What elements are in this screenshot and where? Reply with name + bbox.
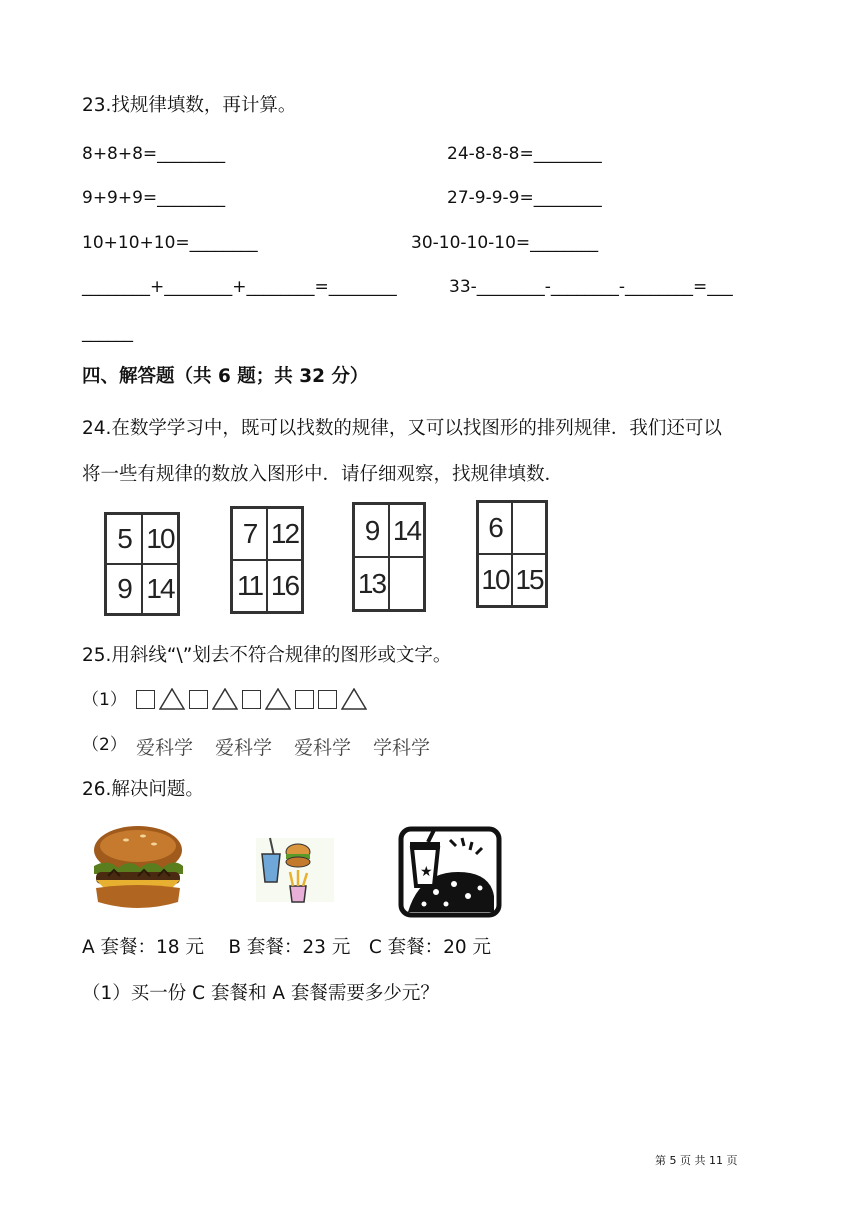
triangle-shape xyxy=(265,688,291,710)
number-grid-1 xyxy=(104,512,180,616)
svg-text:★: ★ xyxy=(420,864,433,880)
number-grid-4 xyxy=(476,500,548,608)
triangle-shape xyxy=(212,688,238,710)
q23-row2-left: 9+9+9=________ xyxy=(82,188,226,208)
drink-burger-fries-picture xyxy=(250,834,334,906)
word-sequence xyxy=(136,733,430,760)
square-shape xyxy=(318,690,337,709)
triangle-shape xyxy=(341,688,367,710)
number-grid-2 xyxy=(230,506,304,614)
word-item: 爱科学 xyxy=(215,737,273,759)
q23-row4-continuation: ______ xyxy=(82,323,133,343)
q23-title: 23.找规律填数，再计算。 xyxy=(82,95,297,116)
q24-text-line2: 将一些有规律的数放入图形中．请仔细观察，找规律填数． xyxy=(82,464,564,485)
grid-cell: 11 xyxy=(232,560,267,612)
grid-cell: 14 xyxy=(142,564,178,614)
square-shape xyxy=(295,690,314,709)
square-shape xyxy=(136,690,155,709)
q23-row1-right: 24-8-8-8=________ xyxy=(447,144,602,164)
grid-cell xyxy=(512,502,546,554)
q23-row1-left: 8+8+8=________ xyxy=(82,144,226,164)
q26-prices: A 套餐：18 元 B 套餐：23 元 C 套餐：20 元 xyxy=(82,937,492,958)
word-item: 学科学 xyxy=(373,737,431,759)
grid-cell: 9 xyxy=(106,564,142,614)
word-item: 爱科学 xyxy=(136,737,194,759)
hamburger-picture xyxy=(88,822,188,914)
grid-cell: 10 xyxy=(478,554,512,606)
grid-cell: 10 xyxy=(142,514,178,564)
square-shape xyxy=(242,690,261,709)
q25-title: 25.用斜线“\”划去不符合规律的图形或文字。 xyxy=(82,645,452,666)
grid-cell: 9 xyxy=(354,504,389,557)
drink-pizza-icon xyxy=(398,826,502,918)
q23-row3-right: 30-10-10-10=________ xyxy=(411,233,599,253)
grid-cell: 6 xyxy=(478,502,512,554)
triangle-shape xyxy=(159,688,185,710)
section-heading: 四、解答题（共 6 题；共 32 分） xyxy=(82,366,369,387)
q26-title: 26.解决问题。 xyxy=(82,779,204,800)
q25-part1-label: （1） xyxy=(82,690,127,710)
shape-sequence xyxy=(136,688,367,710)
q25-part2-label: （2） xyxy=(82,735,127,755)
grid-cell: 14 xyxy=(389,504,424,557)
word-item: 爱科学 xyxy=(294,737,352,759)
grid-cell: 12 xyxy=(267,508,302,560)
square-shape xyxy=(189,690,208,709)
grid-cell: 13 xyxy=(354,557,389,610)
grid-cell: 15 xyxy=(512,554,546,606)
q23-row4-left: ________+________+________=________ xyxy=(82,277,397,297)
q26-sub1: （1）买一份 C 套餐和 A 套餐需要多少元？ xyxy=(82,983,439,1004)
grid-cell: 7 xyxy=(232,508,267,560)
grid-cell: 5 xyxy=(106,514,142,564)
page-footer: 第 5 页 共 11 页 xyxy=(655,1154,738,1167)
number-grid-3 xyxy=(352,502,426,612)
grid-cell xyxy=(389,557,424,610)
q23-row2-right: 27-9-9-9=________ xyxy=(447,188,602,208)
q24-text-line1: 24.在数学学习中，既可以找数的规律，又可以找图形的排列规律．我们还可以 xyxy=(82,418,722,439)
grid-cell: 16 xyxy=(267,560,302,612)
q23-row4-right: 33-________-________-________=___ xyxy=(449,277,733,297)
q23-row3-left: 10+10+10=________ xyxy=(82,233,258,253)
